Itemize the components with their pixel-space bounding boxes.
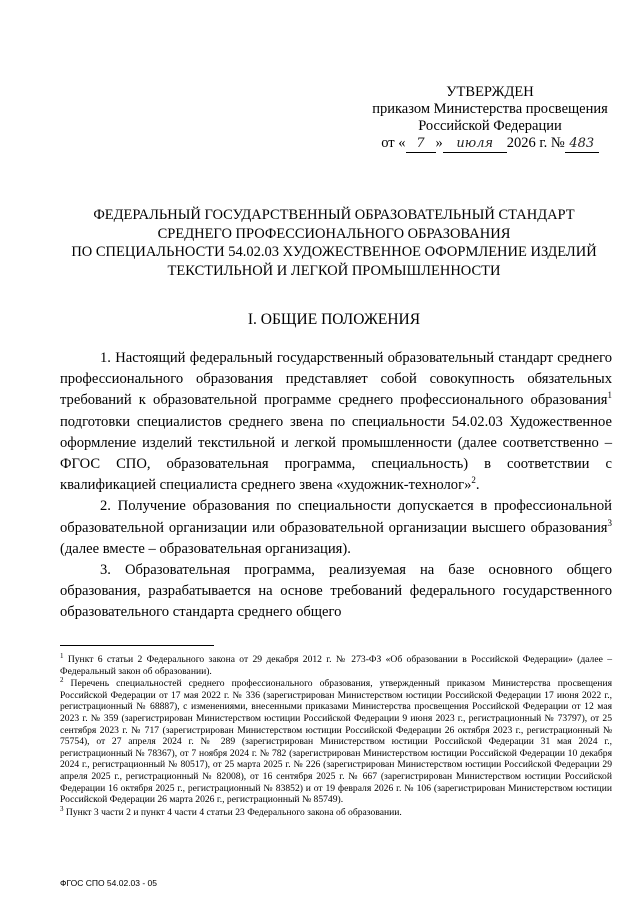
footnote-ref-1: 1 [607, 390, 612, 401]
paragraph-3: 3. Образовательная программа, реализуемая на базе основного общего образования, разрабатывается на основе требований федерального государственного образовательного стандарта среднего общего [60, 562, 612, 621]
date-prefix: от « [381, 135, 406, 151]
approval-block [360, 84, 620, 153]
title-line: ПО СПЕЦИАЛЬНОСТИ 54.02.03 ХУДОЖЕСТВЕННОЕ ОФОРМЛЕНИЕ ИЗДЕЛИЙ [71, 244, 597, 260]
footnote-text: Перечень специальностей среднего профессионального образования, утвержденный приказом Министерства просвещения Российской Федерации от 17 мая 2022 г. № 336 (зарегистрирован Министерством юстиции Российской Федерации 17 июня 2022 г., регистрационный № 68887), с изменениями, внесенными приказами Министерства просвещения Российской Федерации от 12 мая 2023 г. № 359 (зарегистрирован Министерством юстиции Российской Федерации 9 июня 2023 г., регистрационный № 73797), от 25 сентября 2023 г. № 717 (зарегистрирован Министерством юстиции Российской Федерации 26 октября 2023 г., регистрационный № 75754), от 27 апреля 2024 г. № 289 (зарегистрирован Министерством юстиции Российской Федерации 31 мая 2024 г., регистрационный № 78367), от 7 ноября 2024 г. № 782 (зарегистрирован Министерством юстиции Российской Федерации 10 декабря 2024 г., регистрационный № 80517), от 25 марта 2025 г. № 226 (зарегистрирован Министерством юстиции Российской Федерации 29 апреля 2025 г., регистрационный № 82008), от 16 сентября 2025 г. № 667 (зарегистрирован Министерством юстиции Российской Федерации 16 октября 2025 г., регистрационный № 83852) и от 19 февраля 2026 г. № 106 (зарегистрирован Министерством юстиции Российской Федерации 26 марта 2026 г., регистрационный № 85749). [60, 678, 612, 806]
footnote-mark: 2 [60, 676, 64, 684]
title-line: ФЕДЕРАЛЬНЫЙ ГОСУДАРСТВЕННЫЙ ОБРАЗОВАТЕЛЬНЫЙ СТАНДАРТ [93, 207, 575, 223]
handwritten-order-number: 483 [565, 135, 599, 153]
approval-date-line [360, 135, 620, 153]
footnote-separator [60, 645, 214, 646]
footnote-mark: 1 [60, 651, 64, 660]
handwritten-day: 7 [406, 135, 436, 153]
handwritten-month: июля [443, 135, 507, 153]
paragraph-1 [60, 348, 612, 496]
paragraph-text: . [475, 477, 480, 494]
footnote-mark: 3 [60, 804, 64, 813]
approval-title: УТВЕРЖДЕН [446, 84, 534, 100]
footnote-ref-3: 3 [607, 517, 612, 528]
paragraph-2 [60, 496, 612, 560]
footnote-text: Пункт 3 части 2 и пункт 4 части 4 статьи 23 Федерального закона об образовании. [63, 806, 402, 818]
page-footer: ФГОС СПО 54.02.03 - 05 [60, 878, 158, 888]
footnote-1 [60, 651, 612, 677]
footnote-ref-2: 2 [471, 475, 476, 486]
approval-order-line: приказом Министерства просвещения [372, 101, 608, 117]
approval-ministry-line: Российской Федерации [418, 118, 562, 134]
footnote-3 [60, 804, 612, 819]
footnote-2 [60, 678, 612, 806]
document-title [60, 206, 608, 280]
document-body [60, 348, 612, 624]
paragraph-text: 1. Настоящий федеральный государственный образовательный стандарт среднего профессионального образования представляет собой совокупность обязательных требований к образовательной программе среднего профессионального образования [60, 350, 612, 409]
title-line: ТЕКСТИЛЬНОЙ И ЛЕГКОЙ ПРОМЫШЛЕННОСТИ [167, 262, 501, 279]
date-quote: » [435, 135, 443, 151]
paragraph-text: (далее вместе – образовательная организация). [60, 540, 351, 557]
section-heading: I. ОБЩИЕ ПОЛОЖЕНИЯ [247, 311, 421, 328]
footnotes [60, 651, 612, 819]
footnote-text: Пункт 6 статьи 2 Федерального закона от 29 декабря 2012 г. № 273-ФЗ «Об образовании в Российской Федерации» (далее – Федеральный закон об образовании). [60, 654, 612, 677]
paragraph-text: 2. Получение образования по специальности допускается в профессиональной образовательной организации или образовательной организации высшего образования [60, 498, 612, 536]
title-line: СРЕДНЕГО ПРОФЕССИОНАЛЬНОГО ОБРАЗОВАНИЯ [157, 225, 511, 242]
date-year-number: 2026 г. № [506, 135, 565, 151]
paragraph-text: подготовки специалистов среднего звена по специальности 54.02.03 Художественное оформление изделий текстильной и легкой промышленности (далее соответственно – ФГОС СПО, образовательная программа, специальность) в соответствии с квалификацией специалиста среднего звена «художник-технолог» [60, 413, 612, 494]
